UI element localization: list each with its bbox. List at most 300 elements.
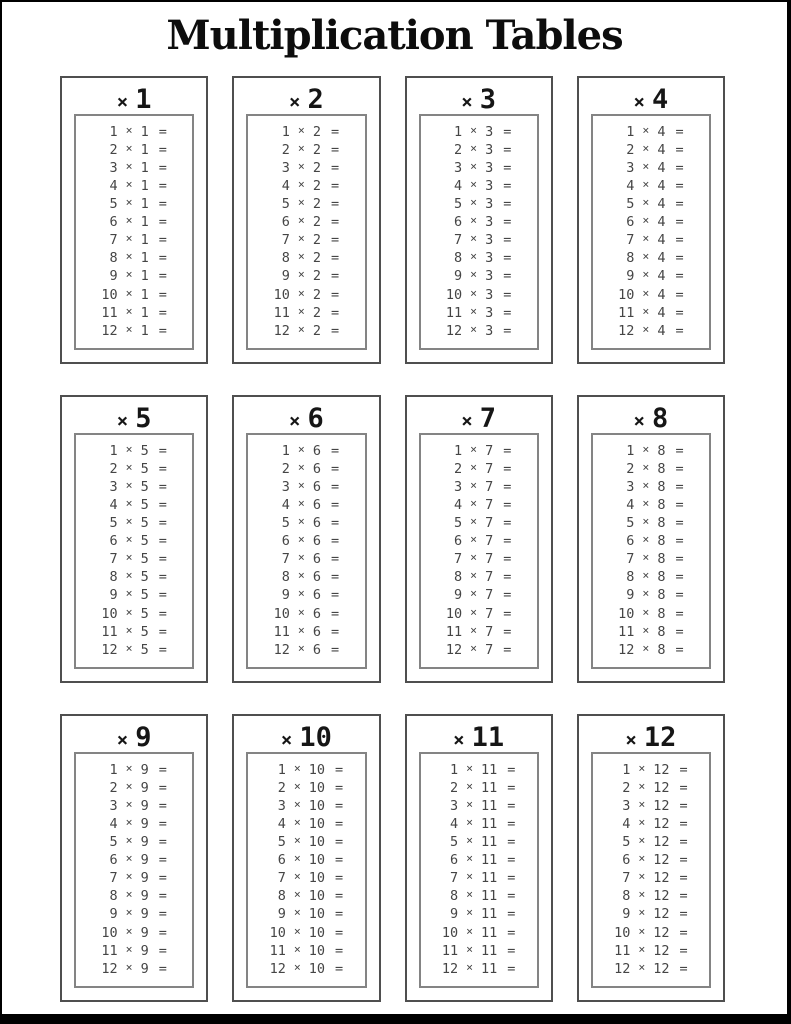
times-sign-icon: × [633,91,645,113]
multiplicand: 11 [445,304,463,321]
multiplicand: 8 [626,250,635,267]
multiplier: 4 [657,268,666,285]
multiplier: 7 [485,460,494,477]
multiplier: 7 [485,478,494,495]
equals-sign: = [158,569,167,586]
times-sign-icon: × [638,814,646,829]
problem-row [248,477,364,495]
multiplication-table-card [60,714,208,1002]
times-sign-icon: × [470,213,478,228]
multiplier: 5 [140,551,149,568]
table-header [579,397,723,433]
equals-sign: = [675,214,684,231]
equals-sign: = [330,460,340,477]
times-sign-icon: × [642,441,650,456]
multiplier: 2 [312,286,321,303]
multiplier: 5 [140,496,149,513]
problem-row [76,231,192,249]
problem-row [593,622,709,640]
times-sign-icon: × [125,267,133,282]
multiplier: 6 [312,569,321,586]
times-sign-icon: × [125,158,133,173]
multiplier: 5 [140,478,149,495]
multiplicand: 6 [622,852,631,869]
equals-sign: = [158,587,167,604]
multiplicand: 12 [273,322,290,339]
multiplicand: 12 [101,322,118,339]
multiplier: 7 [485,605,494,622]
times-sign-icon: × [470,532,478,547]
table-number: 4 [651,84,669,115]
equals-sign: = [158,177,167,194]
multiplier: 9 [140,852,149,869]
equals-sign: = [330,569,340,586]
multiplicand: 5 [626,515,635,532]
multiplicand: 11 [618,623,635,640]
equals-sign: = [330,123,340,140]
multiplicand: 12 [441,960,459,977]
multiplicand: 4 [454,177,463,194]
times-sign-icon: × [642,176,650,191]
times-sign-icon: × [466,923,474,938]
times-sign-icon: × [125,303,133,318]
multiplication-table-card [405,76,553,364]
times-sign-icon: × [293,833,301,848]
multiplicand: 12 [618,641,635,658]
multiplier: 4 [657,322,666,339]
problem-row [76,586,192,604]
equals-sign: = [158,623,167,640]
equals-sign: = [679,870,688,887]
times-sign-icon: × [470,195,478,210]
multiplicand: 6 [454,533,463,550]
equals-sign: = [503,250,512,267]
times-sign-icon: × [125,622,133,637]
times-sign-icon: × [280,729,293,751]
equals-sign: = [330,232,340,249]
multiplicand: 10 [445,605,463,622]
multiplicand: 2 [626,460,635,477]
multiplier: 5 [140,623,149,640]
multiplier: 9 [140,870,149,887]
problem-row [76,495,192,513]
times-sign-icon: × [125,514,133,529]
problem-row [421,604,537,622]
problem-row [76,604,192,622]
multiplier: 4 [657,286,666,303]
equals-sign: = [335,942,344,959]
multiplicand: 10 [101,286,118,303]
multiplicand: 1 [454,442,463,459]
multiplicand: 7 [281,232,290,249]
times-sign-icon: × [297,459,305,474]
multiplicand: 9 [109,906,118,923]
page-title: Multiplication Tables [166,12,623,59]
multiplicand: 8 [449,888,459,905]
problem-row [76,833,192,851]
multiplier: 5 [140,569,149,586]
problem-row [248,604,364,622]
multiplier: 2 [312,214,321,231]
times-sign-icon: × [470,321,478,336]
equals-sign: = [330,515,340,532]
equals-sign: = [330,605,340,622]
problem-row [248,441,364,459]
problem-row [421,140,537,158]
multiplicand: 12 [101,641,118,658]
equals-sign: = [507,852,516,869]
times-sign-icon: × [642,303,650,318]
problem-row [421,441,537,459]
problem-row [248,514,364,532]
multiplicand: 11 [618,304,635,321]
problem-row [76,923,192,941]
multiplicand: 4 [454,496,463,513]
equals-sign: = [675,496,684,513]
problem-row [76,158,192,176]
equals-sign: = [335,779,344,796]
equals-sign: = [158,761,167,778]
times-sign-icon: × [470,285,478,300]
multiplier: 3 [485,214,494,231]
multiplier: 1 [140,196,149,213]
times-sign-icon: × [297,321,305,336]
multiplier: 4 [657,196,666,213]
multiplicand: 9 [626,587,635,604]
multiplier: 1 [140,286,149,303]
multiplier: 7 [485,533,494,550]
problem-row [248,622,364,640]
times-sign-icon: × [125,195,133,210]
times-sign-icon: × [125,459,133,474]
table-number: 1 [135,84,152,115]
problems-box [419,433,539,669]
multiplicand: 5 [449,834,459,851]
times-sign-icon: × [642,532,650,547]
problem-row [76,622,192,640]
problem-row [593,495,709,513]
problems-box [246,752,366,988]
multiplier: 4 [657,177,666,194]
problem-row [248,760,364,778]
equals-sign: = [335,797,344,814]
equals-sign: = [507,924,516,941]
problem-row [421,285,537,303]
equals-sign: = [503,641,512,658]
problems-box [419,114,539,350]
equals-sign: = [330,587,340,604]
problems-box [74,114,194,350]
multiplier: 2 [312,123,321,140]
problem-row [593,851,709,869]
problem-row [421,550,537,568]
equals-sign: = [330,268,340,285]
equals-sign: = [675,460,684,477]
multiplicand: 1 [109,761,118,778]
multiplicand: 7 [626,232,635,249]
problem-row [248,568,364,586]
times-sign-icon: × [297,303,305,318]
multiplicand: 3 [281,478,290,495]
equals-sign: = [675,478,684,495]
times-sign-icon: × [470,231,478,246]
problem-row [248,814,364,832]
multiplication-table-card [577,395,725,683]
multiplier: 6 [312,623,321,640]
equals-sign: = [503,159,512,176]
multiplier: 8 [657,460,666,477]
table-number: 7 [479,403,496,434]
multiplicand: 6 [109,214,118,231]
equals-sign: = [503,232,512,249]
times-sign-icon: × [470,441,478,456]
equals-sign: = [675,286,684,303]
multiplier: 9 [140,942,149,959]
problem-row [593,923,709,941]
multiplicand: 4 [626,496,635,513]
multiplicand: 7 [449,870,459,887]
problem-row [421,640,537,658]
times-sign-icon: × [470,495,478,510]
equals-sign: = [675,551,684,568]
multiplicand: 6 [281,533,290,550]
problem-row [593,140,709,158]
multiplier: 4 [657,250,666,267]
times-sign-icon: × [297,231,305,246]
equals-sign: = [330,196,340,213]
problem-row [593,441,709,459]
table-header [579,78,723,114]
times-sign-icon: × [293,887,301,902]
multiplier: 3 [485,123,494,140]
problem-row [248,213,364,231]
multiplier: 12 [653,888,670,905]
multiplicand: 1 [626,123,635,140]
times-sign-icon: × [297,550,305,565]
multiplicand: 7 [626,551,635,568]
times-sign-icon: × [470,267,478,282]
problem-row [421,622,537,640]
multiplier: 3 [485,196,494,213]
multiplier: 8 [657,569,666,586]
multiplicand: 11 [445,623,463,640]
equals-sign: = [503,478,512,495]
multiplier: 11 [481,834,498,851]
times-sign-icon: × [470,459,478,474]
equals-sign: = [335,761,344,778]
problem-row [76,814,192,832]
problem-row [248,796,364,814]
problem-row [593,905,709,923]
times-sign-icon: × [638,959,646,974]
times-sign-icon: × [293,851,301,866]
equals-sign: = [675,442,684,459]
problem-row [76,905,192,923]
problem-row [421,568,537,586]
equals-sign: = [675,250,684,267]
equals-sign: = [507,761,516,778]
multiplicand: 11 [101,304,118,321]
multiplicand: 1 [277,761,286,778]
times-sign-icon: × [638,851,646,866]
times-sign-icon: × [125,441,133,456]
equals-sign: = [675,141,684,158]
times-sign-icon: × [466,941,474,956]
problem-row [248,532,364,550]
times-sign-icon: × [297,477,305,492]
equals-sign: = [507,888,516,905]
multiplier: 7 [485,641,494,658]
multiplicand: 10 [618,286,635,303]
multiplier: 8 [657,533,666,550]
problem-row [421,760,537,778]
times-sign-icon: × [125,550,133,565]
problem-row [593,195,709,213]
times-sign-icon: × [638,923,646,938]
equals-sign: = [158,515,167,532]
table-header [62,716,206,752]
problem-row [248,303,364,321]
problem-row [248,495,364,513]
equals-sign: = [330,286,340,303]
times-sign-icon: × [293,923,301,938]
times-sign-icon: × [293,959,301,974]
equals-sign: = [158,533,167,550]
problem-row [593,887,709,905]
multiplier: 12 [653,906,670,923]
multiplier: 4 [657,304,666,321]
multiplicand: 11 [269,942,286,959]
multiplier: 1 [140,159,149,176]
equals-sign: = [158,797,167,814]
multiplier: 11 [481,815,498,832]
multiplication-table-card [577,714,725,1002]
times-sign-icon: × [642,622,650,637]
multiplicand: 4 [109,496,118,513]
times-sign-icon: × [125,231,133,246]
problem-row [76,851,192,869]
times-sign-icon: × [470,303,478,318]
times-sign-icon: × [470,604,478,619]
times-sign-icon: × [297,195,305,210]
times-sign-icon: × [125,568,133,583]
problem-row [593,267,709,285]
multiplier: 5 [140,515,149,532]
times-sign-icon: × [470,158,478,173]
table-header [407,716,551,752]
multiplicand: 6 [626,214,635,231]
multiplicand: 5 [281,515,290,532]
times-sign-icon: × [293,778,301,793]
times-sign-icon: × [293,760,301,775]
times-sign-icon: × [289,91,301,113]
times-sign-icon: × [297,213,305,228]
multiplicand: 10 [618,605,635,622]
multiplier: 8 [657,587,666,604]
times-sign-icon: × [293,941,301,956]
times-sign-icon: × [297,441,305,456]
problem-row [248,140,364,158]
multiplier: 1 [140,304,149,321]
problem-row [593,158,709,176]
equals-sign: = [158,232,167,249]
multiplicand: 5 [454,515,463,532]
multiplier: 2 [312,141,321,158]
multiplication-table-card [232,76,380,364]
problem-row [248,640,364,658]
equals-sign: = [158,304,167,321]
multiplier: 1 [140,268,149,285]
multiplier: 12 [653,942,670,959]
times-sign-icon: × [125,249,133,264]
times-sign-icon: × [470,640,478,655]
times-sign-icon: × [293,796,301,811]
equals-sign: = [330,533,340,550]
multiplier: 2 [312,322,321,339]
multiplier: 12 [653,761,670,778]
table-header [407,397,551,433]
multiplicand: 5 [109,515,118,532]
problem-row [421,514,537,532]
problem-row [421,814,537,832]
multiplicand: 10 [614,924,631,941]
equals-sign: = [158,960,167,977]
equals-sign: = [158,141,167,158]
multiplicand: 8 [281,250,290,267]
equals-sign: = [503,551,512,568]
equals-sign: = [679,815,688,832]
equals-sign: = [158,605,167,622]
times-sign-icon: × [466,814,474,829]
multiplier: 12 [653,797,670,814]
problem-row [593,796,709,814]
times-sign-icon: × [642,514,650,529]
problem-row [593,122,709,140]
problem-row [76,122,192,140]
multiplicand: 1 [109,442,118,459]
problem-row [593,869,709,887]
equals-sign: = [158,286,167,303]
equals-sign: = [675,605,684,622]
problem-row [76,140,192,158]
multiplicand: 2 [622,779,631,796]
multiplier: 2 [312,159,321,176]
multiplier: 9 [140,779,149,796]
multiplicand: 3 [626,159,635,176]
times-sign-icon: × [466,851,474,866]
problem-row [248,941,364,959]
times-sign-icon: × [638,905,646,920]
times-sign-icon: × [470,176,478,191]
equals-sign: = [503,268,512,285]
problem-row [593,285,709,303]
times-sign-icon: × [125,604,133,619]
problem-row [248,231,364,249]
problem-row [248,833,364,851]
multiplicand: 1 [626,442,635,459]
table-header [234,397,378,433]
equals-sign: = [330,177,340,194]
multiplier: 6 [312,551,321,568]
multiplicand: 2 [449,779,459,796]
times-sign-icon: × [642,640,650,655]
equals-sign: = [675,123,684,140]
problem-row [421,495,537,513]
problem-row [76,321,192,339]
multiplier: 12 [653,924,670,941]
multiplicand: 8 [109,888,118,905]
times-sign-icon: × [125,778,133,793]
